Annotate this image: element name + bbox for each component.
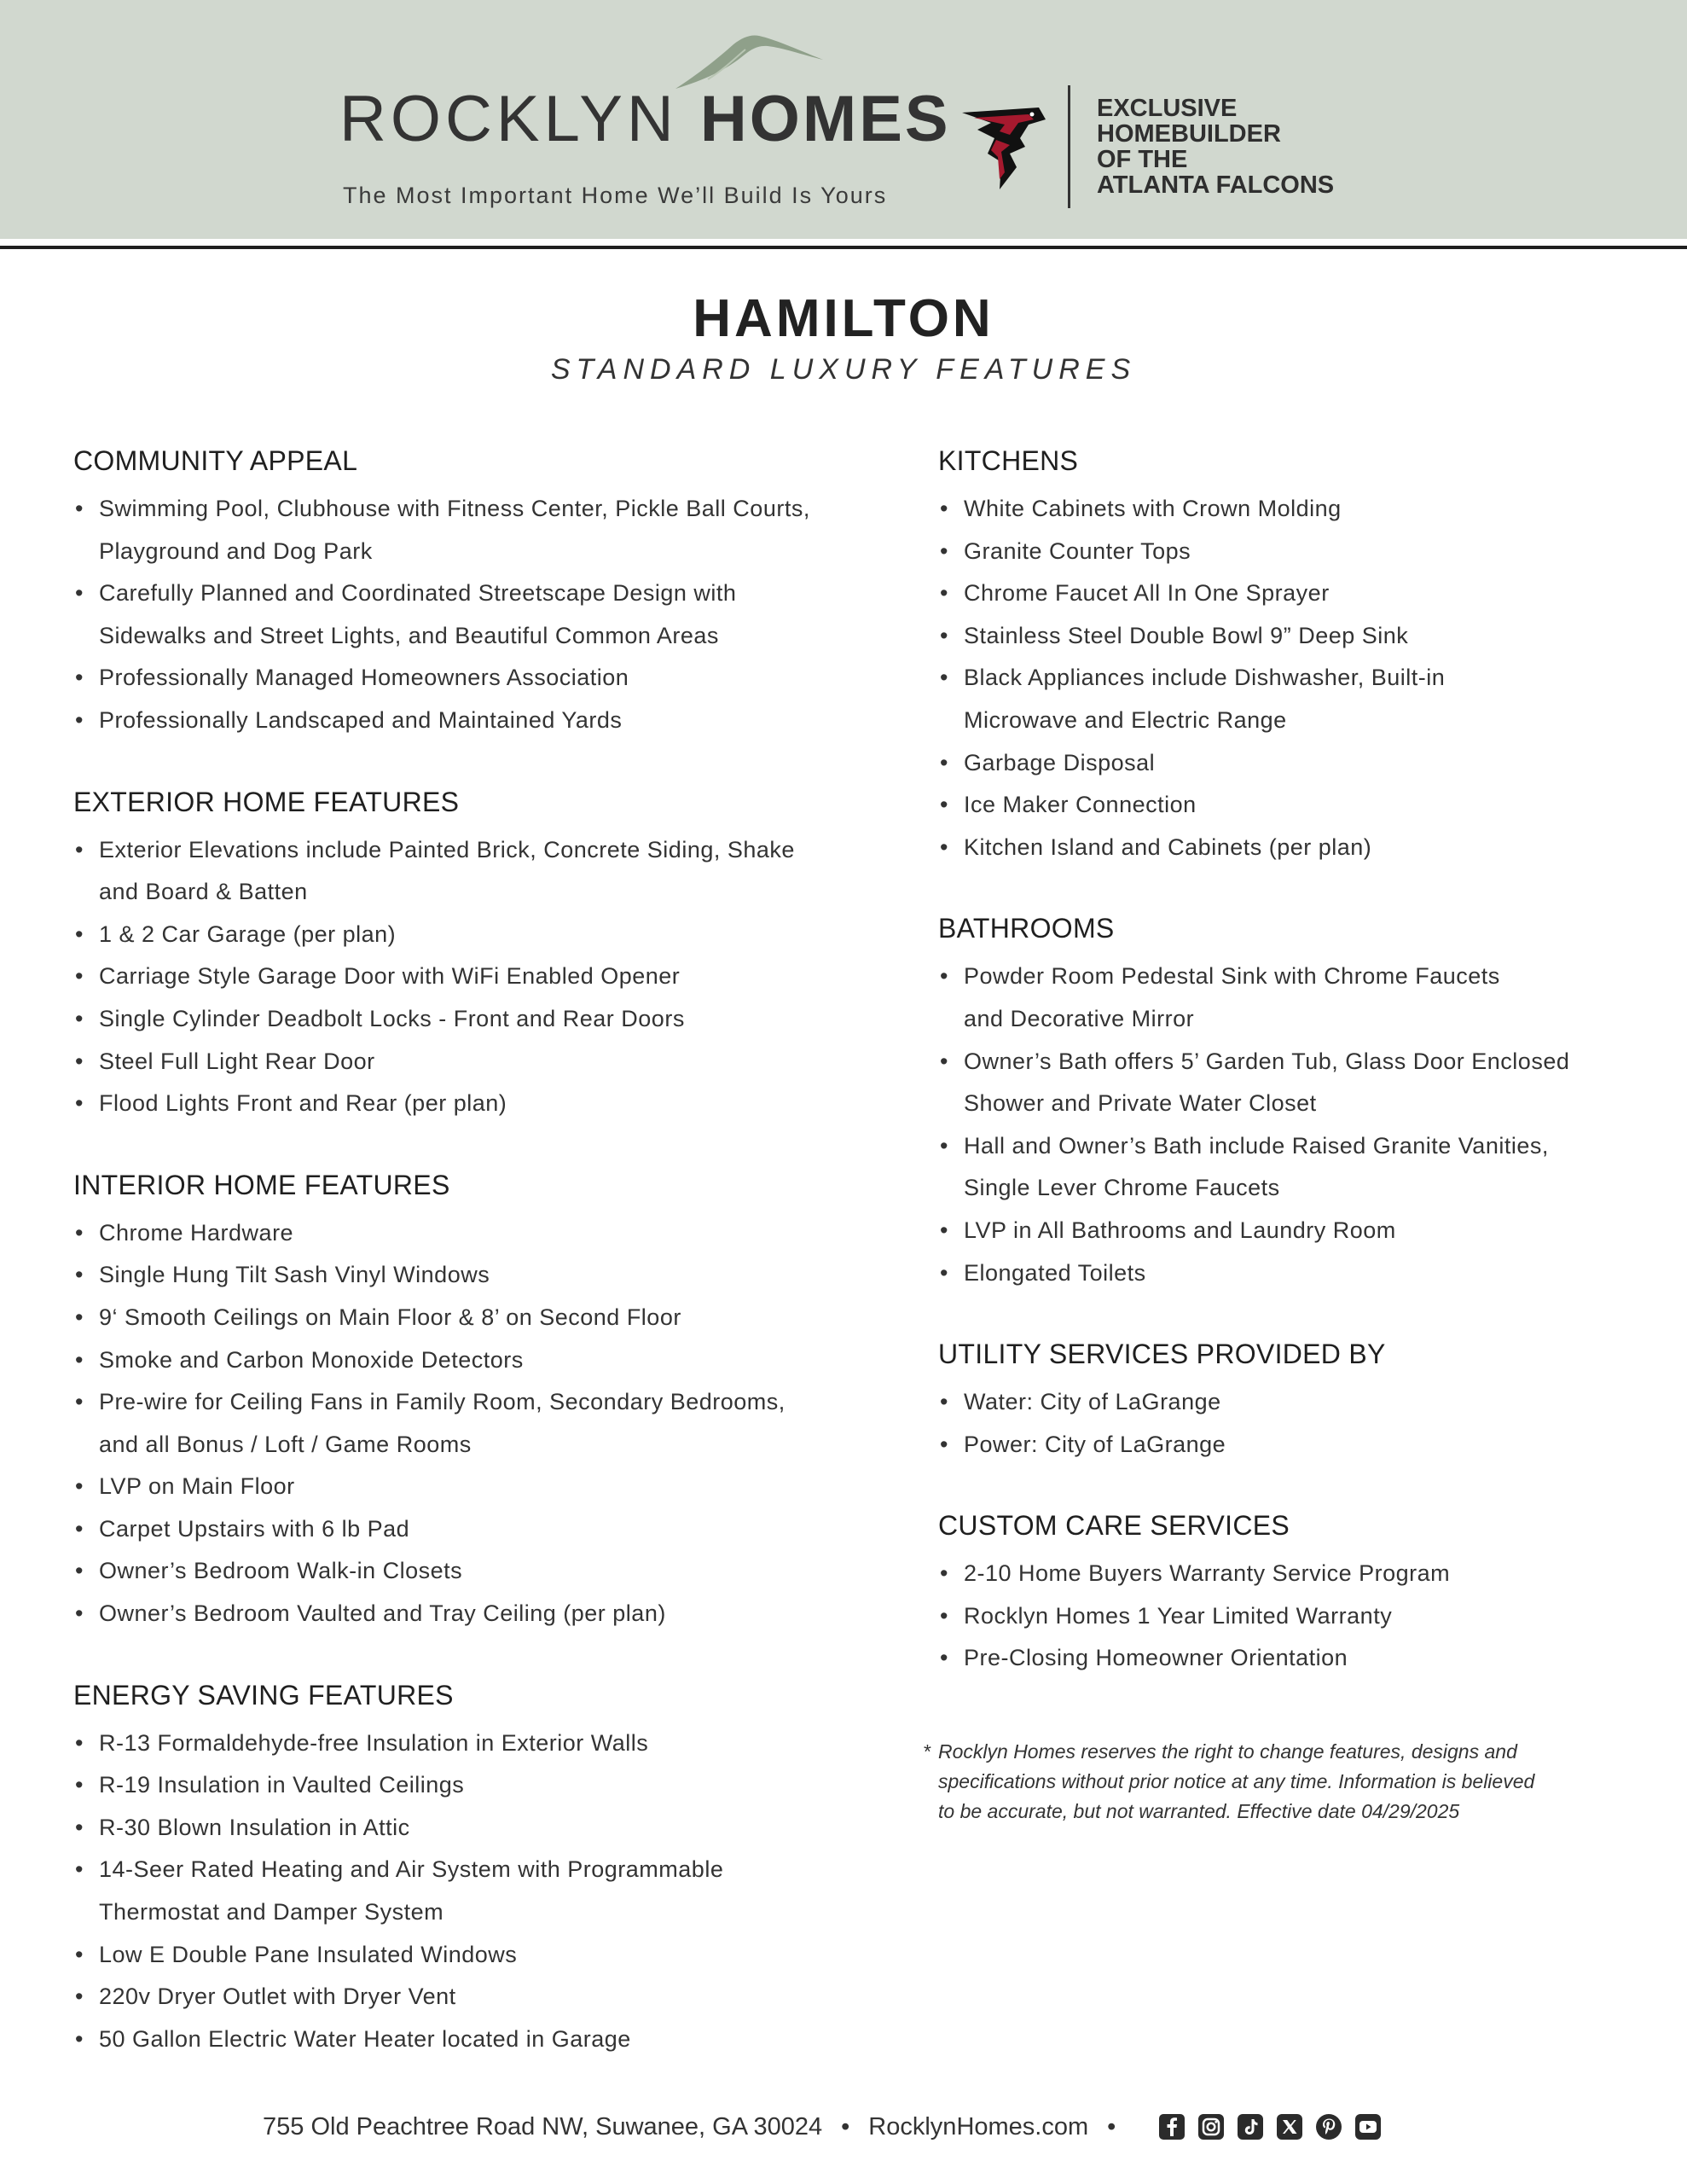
- feature-section: [938, 1335, 1655, 1466]
- feature-item-line: Single Lever Chrome Faucets: [964, 1175, 1280, 1201]
- feature-item-line: Shower and Private Water Closet: [964, 1090, 1317, 1117]
- brand-name-part2: HOMES: [699, 83, 951, 155]
- exclusive-line: EXCLUSIVE: [1097, 95, 1238, 122]
- feature-item-line: • R-30 Blown Insulation in Attic: [99, 1814, 410, 1840]
- feature-section: [938, 1507, 1655, 1680]
- disclaimer-asterisk: *: [923, 1740, 930, 1763]
- exclusive-line: HOMEBUILDER: [1097, 120, 1281, 148]
- feature-item: [73, 1976, 867, 2018]
- feature-item: [73, 1381, 867, 1466]
- feature-item: [73, 1934, 867, 1977]
- feature-item-line: • 14-Seer Rated Heating and Air System with Programmable: [99, 1856, 724, 1883]
- feature-item-line: • Water: City of LaGrange: [964, 1389, 1221, 1415]
- feature-item: [938, 827, 1655, 869]
- feature-section: [73, 442, 867, 742]
- feature-item-line: • Pre-Closing Homeowner Orientation: [964, 1645, 1348, 1671]
- feature-list: [938, 1381, 1655, 1466]
- feature-item: [938, 657, 1655, 741]
- feature-section: [73, 1166, 867, 1635]
- feature-item: [73, 1212, 867, 1255]
- feature-item: [73, 1764, 867, 1807]
- feature-item: [73, 1849, 867, 1933]
- brand-name-part1: ROCKLYN: [339, 83, 678, 155]
- feature-item-line: • Kitchen Island and Cabinets (per plan): [964, 834, 1372, 860]
- disclaimer: [923, 1737, 1631, 1827]
- feature-item-line: • Swimming Pool, Clubhouse with Fitness Center, Pickle Ball Courts,: [99, 496, 810, 521]
- tiktok-icon[interactable]: [1237, 2113, 1264, 2140]
- feature-item: [938, 488, 1655, 531]
- social-icons: [1158, 2113, 1382, 2140]
- feature-item-line: Sidewalks and Street Lights, and Beautiful Common Areas: [99, 622, 719, 648]
- feature-item: [73, 1466, 867, 1508]
- feature-item: [938, 572, 1655, 615]
- feature-item: [938, 784, 1655, 827]
- feature-item-line: • Owner’s Bedroom Vaulted and Tray Ceiling (per plan): [99, 1600, 666, 1627]
- youtube-icon[interactable]: [1354, 2113, 1382, 2140]
- feature-item: [73, 1339, 867, 1382]
- feature-section: [73, 783, 867, 1125]
- feature-item: [73, 956, 867, 998]
- feature-item: [73, 1254, 867, 1297]
- instagram-icon[interactable]: [1197, 2113, 1225, 2140]
- section-heading: KITCHENS: [938, 445, 1079, 476]
- feature-item-line: • 9‘ Smooth Ceilings on Main Floor & 8’ on Second Floor: [99, 1304, 681, 1330]
- feature-item: [938, 742, 1655, 785]
- feature-list: [938, 488, 1655, 868]
- feature-item-line: • Carefully Planned and Coordinated Streetscape Design with: [99, 580, 737, 607]
- feature-item-line: • Chrome Hardware: [99, 1219, 294, 1246]
- exclusive-homebuilder-text: [1097, 96, 1378, 198]
- feature-item: [73, 572, 867, 657]
- feature-item: [938, 1424, 1655, 1467]
- exclusive-line: OF THE: [1097, 146, 1188, 173]
- feature-item: [938, 1595, 1655, 1638]
- feature-item-line: • 220v Dryer Outlet with Dryer Vent: [99, 1984, 456, 2010]
- exclusive-line: ATLANTA FALCONS: [1097, 171, 1335, 199]
- feature-item: [938, 956, 1655, 1040]
- feature-item-line: Thermostat and Damper System: [99, 1899, 444, 1926]
- feature-item-line: • 50 Gallon Electric Water Heater located in Garage: [99, 2025, 631, 2052]
- feature-item-line: • Pre-wire for Ceiling Fans in Family Room, Secondary Bedrooms,: [99, 1389, 786, 1415]
- feature-item-line: Microwave and Electric Range: [964, 706, 1287, 733]
- feature-item: [938, 1125, 1655, 1210]
- page-subtitle: STANDARD LUXURY FEATURES: [550, 353, 1137, 386]
- feature-item-line: • Elongated Toilets: [964, 1259, 1146, 1286]
- feature-item: [938, 1210, 1655, 1252]
- feature-item-line: • Garbage Disposal: [964, 749, 1156, 775]
- feature-list: [73, 1722, 867, 2061]
- disclaimer-line: to be accurate, but not warranted. Effective date 04/29/2025: [938, 1800, 1460, 1822]
- feature-section: [938, 442, 1655, 868]
- feature-item: [73, 657, 867, 700]
- feature-item-line: • Steel Full Light Rear Door: [99, 1048, 375, 1074]
- feature-item: [938, 1041, 1655, 1125]
- feature-item-line: • Chrome Faucet All In One Sprayer: [964, 580, 1330, 607]
- feature-item: [73, 1041, 867, 1083]
- feature-item: [73, 1083, 867, 1125]
- feature-item-line: • Hall and Owner’s Bath include Raised Granite Vanities,: [964, 1132, 1549, 1159]
- footer-separator: •: [841, 2112, 850, 2140]
- feature-item-line: • Black Appliances include Dishwasher, Built-in: [964, 665, 1446, 691]
- feature-item-line: • R-13 Formaldehyde-free Insulation in Exterior Walls: [99, 1729, 649, 1756]
- x-icon[interactable]: [1276, 2113, 1303, 2140]
- feature-item-line: and Decorative Mirror: [964, 1005, 1195, 1031]
- feature-item: [73, 1508, 867, 1551]
- feature-list: [938, 1553, 1655, 1680]
- feature-item-line: • Owner’s Bath offers 5’ Garden Tub, Glass Door Enclosed: [964, 1048, 1570, 1074]
- page-title: HAMILTON: [693, 289, 994, 348]
- feature-section: [73, 1676, 867, 2061]
- feature-list: [73, 829, 867, 1125]
- section-heading: UTILITY SERVICES PROVIDED BY: [938, 1339, 1386, 1370]
- section-heading: ENERGY SAVING FEATURES: [73, 1679, 454, 1711]
- feature-item-line: • Professionally Landscaped and Maintained Yards: [99, 706, 623, 733]
- feature-item: [938, 1252, 1655, 1295]
- feature-item-line: • LVP on Main Floor: [99, 1473, 295, 1500]
- section-heading: EXTERIOR HOME FEATURES: [73, 786, 460, 817]
- feature-item-line: and all Bonus / Loft / Game Rooms: [99, 1431, 472, 1457]
- feature-item-line: • Smoke and Carbon Monoxide Detectors: [99, 1346, 524, 1373]
- feature-item: [73, 998, 867, 1041]
- feature-item: [73, 1297, 867, 1339]
- left-column: [73, 442, 867, 2101]
- feature-item-line: • LVP in All Bathrooms and Laundry Room: [964, 1217, 1396, 1243]
- header-rule: [0, 246, 1687, 249]
- feature-item-line: • Power: City of LaGrange: [964, 1431, 1226, 1457]
- feature-section: [938, 909, 1655, 1294]
- feature-list: [73, 488, 867, 742]
- feature-list: [938, 956, 1655, 1294]
- feature-item: [938, 1553, 1655, 1595]
- feature-item-line: • White Cabinets with Crown Molding: [964, 496, 1342, 521]
- footer-website-link[interactable]: RocklynHomes.com: [868, 2112, 1089, 2140]
- feature-item-line: and Board & Batten: [99, 879, 308, 905]
- feature-item-line: • 1 & 2 Car Garage (per plan): [99, 921, 397, 947]
- feature-item: [73, 700, 867, 742]
- feature-item-line: • R-19 Insulation in Vaulted Ceilings: [99, 1772, 465, 1798]
- feature-item-line: • Exterior Elevations include Painted Brick, Concrete Siding, Shake: [99, 836, 795, 863]
- feature-item: [73, 488, 867, 572]
- feature-item: [73, 1807, 867, 1850]
- feature-item-line: • Powder Room Pedestal Sink with Chrome Faucets: [964, 963, 1500, 990]
- facebook-icon[interactable]: [1158, 2113, 1186, 2140]
- feature-item-line: • Carpet Upstairs with 6 lb Pad: [99, 1515, 410, 1542]
- brand-logo-text: [339, 82, 951, 156]
- disclaimer-line: Rocklyn Homes reserves the right to change features, designs and: [938, 1740, 1517, 1763]
- footer-separator: •: [1107, 2112, 1116, 2140]
- feature-list: [73, 1212, 867, 1635]
- feature-item-line: • Ice Maker Connection: [964, 792, 1197, 818]
- feature-item: [73, 1593, 867, 1635]
- feature-item: [938, 615, 1655, 658]
- section-heading: CUSTOM CARE SERVICES: [938, 1510, 1290, 1542]
- feature-item-line: • Owner’s Bedroom Walk-in Closets: [99, 1558, 463, 1584]
- feature-item-line: Playground and Dog Park: [99, 537, 373, 564]
- footer-address: 755 Old Peachtree Road NW, Suwanee, GA 30024: [263, 2112, 823, 2140]
- feature-item-line: • Low E Double Pane Insulated Windows: [99, 1941, 518, 1967]
- falcon-logo-icon: [957, 101, 1049, 193]
- feature-item-line: • Flood Lights Front and Rear (per plan): [99, 1090, 507, 1117]
- feature-item-line: • Single Cylinder Deadbolt Locks - Front and Rear Doors: [99, 1005, 685, 1031]
- feature-item: [73, 1722, 867, 1765]
- section-heading: BATHROOMS: [938, 913, 1115, 944]
- feature-item: [73, 2018, 867, 2061]
- feature-item: [73, 829, 867, 914]
- feature-item: [938, 531, 1655, 573]
- section-heading: COMMUNITY APPEAL: [73, 445, 358, 476]
- feature-item-line: • Carriage Style Garage Door with WiFi Enabled Opener: [99, 963, 681, 990]
- feature-item-line: • Professionally Managed Homeowners Association: [99, 665, 629, 691]
- feature-item: [73, 914, 867, 956]
- header-divider: [1068, 85, 1070, 208]
- footer: [263, 2107, 1382, 2146]
- feature-item: [938, 1381, 1655, 1424]
- pinterest-icon[interactable]: [1315, 2113, 1342, 2140]
- feature-item: [938, 1637, 1655, 1680]
- feature-item: [73, 1550, 867, 1593]
- feature-item-line: • Granite Counter Tops: [964, 537, 1191, 564]
- feature-item-line: • Stainless Steel Double Bowl 9” Deep Sink: [964, 622, 1409, 648]
- feature-item-line: • Rocklyn Homes 1 Year Limited Warranty: [964, 1602, 1393, 1629]
- section-heading: INTERIOR HOME FEATURES: [73, 1169, 450, 1200]
- right-column: [938, 442, 1655, 1721]
- feature-item-line: • 2-10 Home Buyers Warranty Service Program: [964, 1560, 1451, 1587]
- feature-item-line: • Single Hung Tilt Sash Vinyl Windows: [99, 1262, 490, 1288]
- disclaimer-line: specifications without prior notice at any time. Information is believed: [938, 1770, 1535, 1792]
- brand-tagline: The Most Important Home We’ll Build Is Yours: [343, 183, 888, 208]
